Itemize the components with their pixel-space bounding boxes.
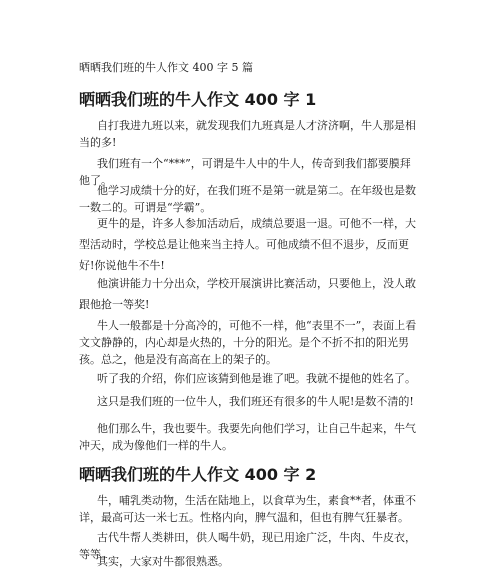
paragraph: 我们班有一个“***”，可谓是牛人中的牛人，传奇到我们都要膜拜他了。 (79, 157, 411, 187)
paragraph: 他演讲能力十分出众，学校开展演讲比赛活动，只要他上，没人敢跟他抢一等奖! (79, 277, 416, 311)
section-heading-2: 晒晒我们班的牛人作文 400 字 2 (79, 465, 317, 484)
paragraph: 牛，哺乳类动物，生活在陆地上，以食草为生，素食**者，体重不详，最高可达一米七五。性格内向，脾气温和，但也有脾气狂暴者。 (79, 494, 416, 524)
paragraph: 听了我的介绍，你们应该猜到他是谁了吧。我就不提他的姓名了。 (97, 372, 416, 385)
section-heading-1: 晒晒我们班的牛人作文 400 字 1 (79, 90, 317, 109)
paragraph: 他学习成绩十分的好，在我们班不是第一就是第二。在年级也是数一数二的。可谓是“学霸”。 (79, 184, 416, 214)
paragraph: 他们那么牛，我也要牛。我要先向他们学习，让自己牛起来，牛气冲天，成为像他们一样的牛人。 (79, 422, 416, 452)
paragraph: 更牛的是，许多人参加活动后，成绩总要退一退。可他不一样，大型活动时，学校总是让他来当主持人。可他成绩不但不退步，反而更好!你说他牛不牛! (79, 217, 416, 272)
paragraph: 自打我进九班以来，就发现我们九班真是人才济济啊，牛人那是相当的多! (79, 119, 416, 149)
paragraph: 牛人一般都是十分高冷的，可他不一样，他“表里不一”，表面上看文文静静的，内心却是火热的，十分的阳光。是个不折不扣的阳光男孩。总之，他是没有高高在上的架子的。 (79, 319, 417, 366)
document-title: 晒晒我们班的牛人作文 400 字 5 篇 (79, 61, 253, 74)
paragraph: 这只是我们班的一位牛人，我们班还有很多的牛人呢!是数不清的! (97, 395, 414, 408)
paragraph: 古代牛帮人类耕田，供人喝牛奶，现已用途广泛，牛肉、牛皮衣，等等。 (79, 531, 416, 561)
paragraph: 其实，大家对牛都很熟悉。 (97, 555, 229, 568)
